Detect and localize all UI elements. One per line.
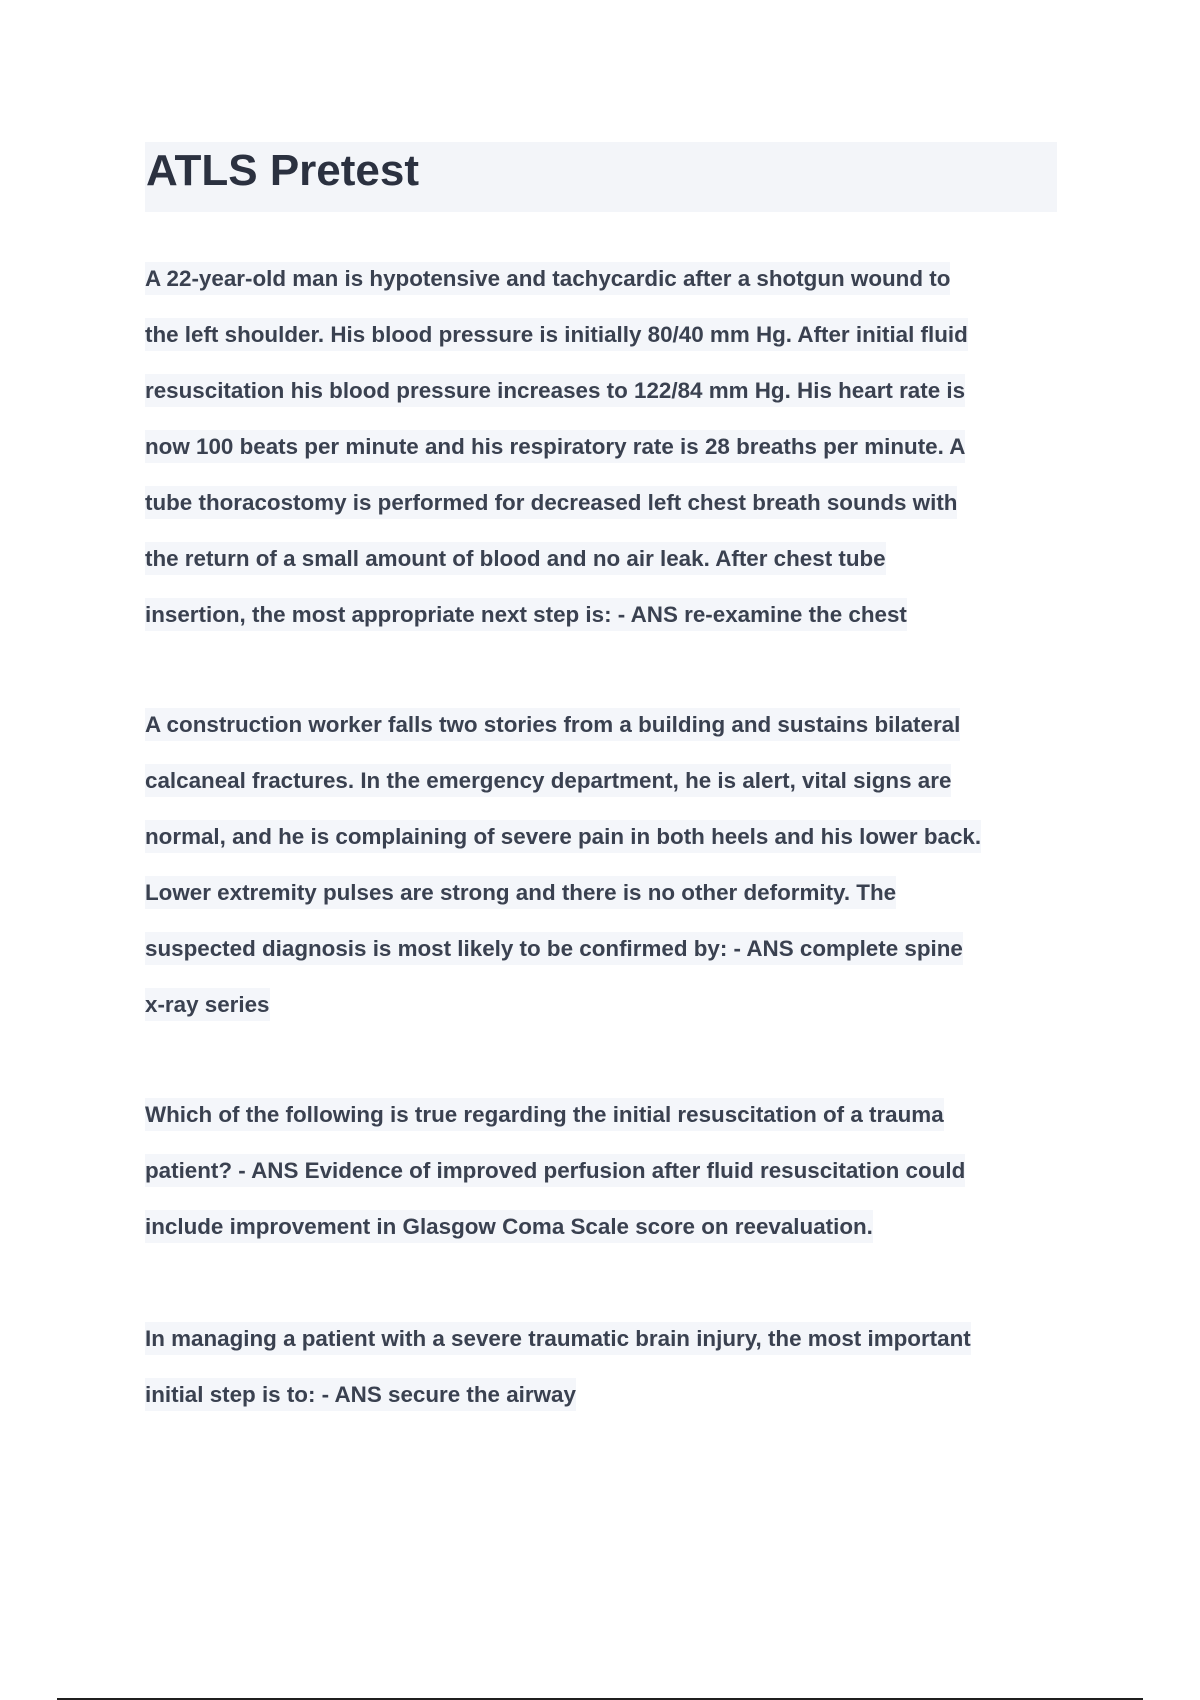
text-line: Lower extremity pulses are strong and there is no other deformity. The: [145, 865, 1067, 921]
text-line: now 100 beats per minute and his respiratory rate is 28 breaths per minute. A: [145, 419, 1067, 475]
text-line: the return of a small amount of blood and no air leak. After chest tube: [145, 531, 1067, 587]
question-answer-1: [145, 251, 1067, 643]
text-line: include improvement in Glasgow Coma Scale score on reevaluation.: [145, 1199, 1067, 1255]
question-answer-3: [145, 1087, 1067, 1255]
text-line: resuscitation his blood pressure increases to 122/84 mm Hg. His heart rate is: [145, 363, 1067, 419]
question-answer-2: [145, 697, 1067, 1033]
text-line: Which of the following is true regarding the initial resuscitation of a trauma: [145, 1087, 1067, 1143]
text-line: A construction worker falls two stories from a building and sustains bilateral: [145, 697, 1067, 753]
text-line: the left shoulder. His blood pressure is initially 80/40 mm Hg. After initial fluid: [145, 307, 1067, 363]
text-line: A 22-year-old man is hypotensive and tachycardic after a shotgun wound to: [145, 251, 1067, 307]
text-line: insertion, the most appropriate next step is: - ANS re-examine the chest: [145, 587, 1067, 643]
text-line: suspected diagnosis is most likely to be confirmed by: - ANS complete spine: [145, 921, 1067, 977]
text-line: patient? - ANS Evidence of improved perfusion after fluid resuscitation could: [145, 1143, 1067, 1199]
text-line: calcaneal fractures. In the emergency department, he is alert, vital signs are: [145, 753, 1067, 809]
text-line: initial step is to: - ANS secure the airway: [145, 1367, 1067, 1423]
text-line: In managing a patient with a severe traumatic brain injury, the most important: [145, 1311, 1067, 1367]
question-answer-4: [145, 1311, 1067, 1423]
text-line: tube thoracostomy is performed for decreased left chest breath sounds with: [145, 475, 1067, 531]
page-title: ATLS Pretest: [146, 146, 420, 195]
text-line: normal, and he is complaining of severe pain in both heels and his lower back.: [145, 809, 1067, 865]
text-line: x-ray series: [145, 977, 1067, 1033]
